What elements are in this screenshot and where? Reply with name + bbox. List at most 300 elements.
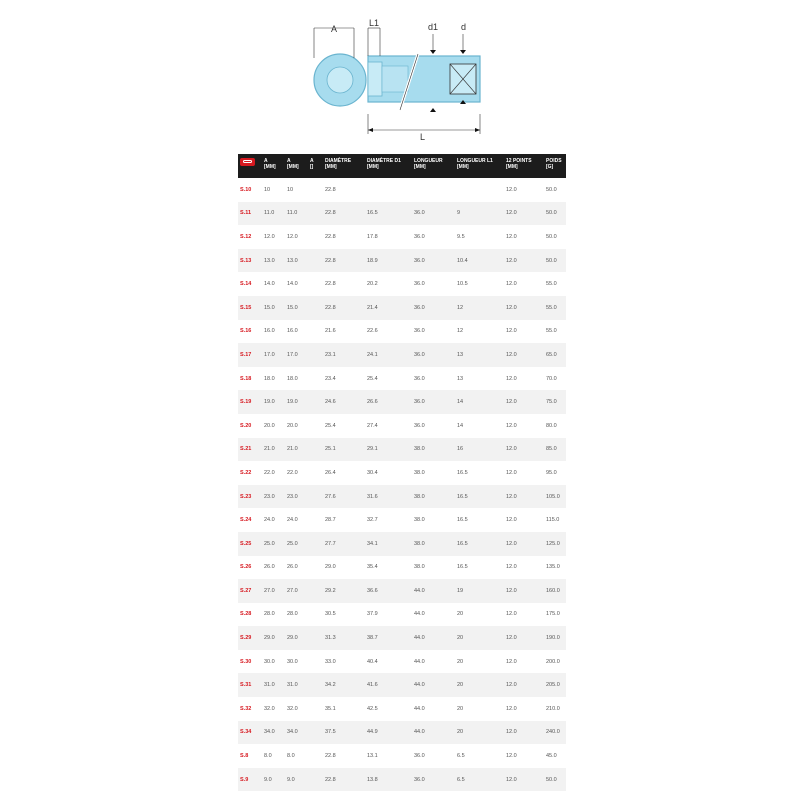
table-cell xyxy=(308,768,323,792)
table-cell: 36.0 xyxy=(412,202,455,226)
table-cell: 8.0 xyxy=(264,753,272,760)
table-row xyxy=(238,768,566,792)
table-cell: 27.4 xyxy=(367,422,378,429)
table-cell xyxy=(308,603,323,627)
table-cell: 32.0 xyxy=(264,705,275,712)
table-cell: 50.0 xyxy=(544,768,566,792)
table-cell: 24.0 xyxy=(264,517,275,524)
table-cell xyxy=(308,697,323,721)
table-cell: 31.0 xyxy=(285,673,308,697)
table-cell: 12.0 xyxy=(506,611,517,618)
table-cell: 32.0 xyxy=(287,705,298,712)
table-cell: 95.0 xyxy=(546,469,557,476)
table-cell: 27.0 xyxy=(262,579,285,603)
product-reference[interactable]: S.14 xyxy=(240,281,252,288)
table-cell: 37.9 xyxy=(367,611,378,618)
table-cell: 22.8 xyxy=(323,202,365,226)
table-cell: 16.5 xyxy=(457,469,468,476)
table-cell xyxy=(308,367,323,391)
column-header: DIAMÈTRE [MM] xyxy=(323,154,365,178)
table-row xyxy=(238,626,566,650)
brand-logo-header xyxy=(238,154,262,178)
table-cell: 210.0 xyxy=(546,705,560,712)
table-cell: 19.0 xyxy=(262,390,285,414)
table-cell: 12.0 xyxy=(504,485,544,509)
table-cell xyxy=(308,414,323,438)
table-cell: 22.8 xyxy=(323,768,365,792)
table-cell: 12.0 xyxy=(287,233,298,240)
table-cell: 12.0 xyxy=(504,626,544,650)
table-header-row xyxy=(238,154,566,178)
table-cell: 27.6 xyxy=(323,485,365,509)
table-cell: 42.5 xyxy=(367,705,378,712)
table-cell: 25.4 xyxy=(325,422,336,429)
table-row xyxy=(238,296,566,320)
table-cell: 10 xyxy=(264,186,271,193)
table-cell: 16.5 xyxy=(365,202,412,226)
table-row xyxy=(238,390,566,414)
table-cell: 44.0 xyxy=(414,658,425,665)
table-cell: 12.0 xyxy=(504,532,544,556)
table-cell: 12.0 xyxy=(506,375,517,382)
dim-label-d1: d1 xyxy=(428,22,439,32)
table-row xyxy=(238,650,566,674)
table-cell: 30.4 xyxy=(367,469,378,476)
table-cell: 11.0 xyxy=(285,202,308,226)
table-cell: 20.0 xyxy=(264,422,275,429)
table-cell: 17.0 xyxy=(285,343,308,367)
table-cell xyxy=(308,343,323,367)
product-reference[interactable]: S.13 xyxy=(238,249,262,273)
table-row xyxy=(238,178,566,202)
table-cell: 21.0 xyxy=(285,438,308,462)
table-cell: 24.0 xyxy=(287,517,298,524)
table-cell: 12.0 xyxy=(504,673,544,697)
product-reference[interactable]: S.27 xyxy=(238,579,262,603)
table-cell: 11.0 xyxy=(262,202,285,226)
table-cell: 36.0 xyxy=(414,753,425,760)
table-cell: 12.0 xyxy=(506,233,517,240)
table-cell: 27.7 xyxy=(323,532,365,556)
table-cell: 32.7 xyxy=(367,517,378,524)
table-cell: 6.5 xyxy=(455,768,504,792)
table-cell: 36.0 xyxy=(414,422,425,429)
product-reference[interactable]: S.31 xyxy=(238,673,262,697)
table-cell: 38.0 xyxy=(412,485,455,509)
table-cell xyxy=(308,673,323,697)
table-cell: 36.0 xyxy=(412,249,455,273)
table-cell: 20 xyxy=(455,721,504,745)
table-cell: 13.8 xyxy=(365,768,412,792)
table-cell: 36.0 xyxy=(414,328,425,335)
table-cell: 36.0 xyxy=(412,343,455,367)
table-cell: 44.9 xyxy=(365,721,412,745)
product-reference[interactable]: S.16 xyxy=(240,328,252,335)
table-cell xyxy=(308,461,323,485)
table-cell: 20.0 xyxy=(287,422,298,429)
table-cell: 22.0 xyxy=(264,469,275,476)
table-cell: 10.5 xyxy=(457,281,468,288)
table-cell: 22.8 xyxy=(325,281,336,288)
table-cell: 13 xyxy=(457,375,464,382)
product-reference[interactable]: S.28 xyxy=(240,611,252,618)
column-header: LONGUEUR [MM] xyxy=(412,154,455,178)
product-reference[interactable]: S.19 xyxy=(238,390,262,414)
table-cell: 18.0 xyxy=(287,375,298,382)
table-cell: 12.0 xyxy=(504,390,544,414)
table-cell: 12.0 xyxy=(506,422,517,429)
table-cell: 31.3 xyxy=(323,626,365,650)
table-cell: 15.0 xyxy=(262,296,285,320)
table-cell: 21.4 xyxy=(365,296,412,320)
table-cell: 29.0 xyxy=(285,626,308,650)
table-cell: 29.1 xyxy=(365,438,412,462)
table-cell: 9.5 xyxy=(457,233,465,240)
table-cell: 36.0 xyxy=(412,296,455,320)
table-cell: 34.0 xyxy=(262,721,285,745)
product-reference[interactable]: S.10 xyxy=(240,186,252,193)
table-cell xyxy=(308,579,323,603)
table-cell: 34.1 xyxy=(365,532,412,556)
table-cell: 35.4 xyxy=(367,564,378,571)
column-header: LONGUEUR L1 [MM] xyxy=(455,154,504,178)
table-cell: 50.0 xyxy=(546,233,557,240)
table-cell: 175.0 xyxy=(546,611,560,618)
table-row xyxy=(238,697,566,721)
table-cell xyxy=(308,320,323,344)
table-cell: 41.6 xyxy=(365,673,412,697)
table-cell xyxy=(365,178,412,202)
table-cell: 55.0 xyxy=(546,281,557,288)
table-row xyxy=(238,461,566,485)
table-cell: 21.6 xyxy=(325,328,336,335)
table-cell xyxy=(308,272,323,296)
table-cell: 12.0 xyxy=(504,438,544,462)
table-cell: 85.0 xyxy=(544,438,566,462)
socket-end-view-bore xyxy=(327,67,353,93)
product-reference[interactable]: S.34 xyxy=(238,721,262,745)
table-cell: 21.0 xyxy=(262,438,285,462)
table-cell: 34.2 xyxy=(323,673,365,697)
table-cell: 125.0 xyxy=(544,532,566,556)
table-cell xyxy=(308,390,323,414)
table-cell: 80.0 xyxy=(546,422,557,429)
table-cell xyxy=(308,225,323,249)
table-cell: 12.0 xyxy=(504,579,544,603)
table-cell: 36.0 xyxy=(412,390,455,414)
table-row xyxy=(238,744,566,768)
table-cell: 44.0 xyxy=(412,626,455,650)
table-cell: 50.0 xyxy=(544,249,566,273)
product-reference[interactable]: S.8 xyxy=(240,753,249,760)
table-cell: 13 xyxy=(455,343,504,367)
table-cell: 160.0 xyxy=(544,579,566,603)
product-reference[interactable]: S.24 xyxy=(240,517,252,524)
table-cell: 16 xyxy=(455,438,504,462)
table-cell xyxy=(308,650,323,674)
table-row xyxy=(238,673,566,697)
table-cell: 30.0 xyxy=(287,658,298,665)
product-reference[interactable]: S.32 xyxy=(240,705,252,712)
table-cell: 12.0 xyxy=(504,343,544,367)
table-cell: 24.1 xyxy=(365,343,412,367)
table-cell: 9 xyxy=(455,202,504,226)
table-cell xyxy=(308,485,323,509)
table-cell: 50.0 xyxy=(544,202,566,226)
table-body xyxy=(238,178,566,791)
product-reference[interactable]: S.17 xyxy=(238,343,262,367)
table-cell: 115.0 xyxy=(546,517,560,524)
table-cell: 31.0 xyxy=(262,673,285,697)
product-reference[interactable]: S.18 xyxy=(240,375,252,382)
table-cell: 38.0 xyxy=(414,517,425,524)
table-cell: 12.0 xyxy=(264,233,275,240)
table-cell: 14.0 xyxy=(264,281,275,288)
table-cell: 38.0 xyxy=(412,438,455,462)
table-cell: 16.5 xyxy=(455,485,504,509)
table-row xyxy=(238,556,566,580)
table-cell: 135.0 xyxy=(546,564,560,571)
column-header: POIDS [G] xyxy=(544,154,566,178)
table-cell: 26.0 xyxy=(264,564,275,571)
table-cell: 38.0 xyxy=(412,532,455,556)
table-cell: 27.0 xyxy=(285,579,308,603)
table-cell: 22.8 xyxy=(325,753,336,760)
table-cell: 20 xyxy=(457,705,464,712)
table-cell: 6.5 xyxy=(457,753,465,760)
table-cell: 25.0 xyxy=(262,532,285,556)
table-row xyxy=(238,202,566,226)
brand-logo-icon xyxy=(240,158,255,166)
table-cell: 13.0 xyxy=(262,249,285,273)
table-cell: 30.0 xyxy=(264,658,275,665)
table-cell: 20 xyxy=(457,611,464,618)
table-cell: 190.0 xyxy=(544,626,566,650)
table-cell: 55.0 xyxy=(544,296,566,320)
table-row xyxy=(238,532,566,556)
table-cell: 12.0 xyxy=(506,753,517,760)
table-cell: 23.4 xyxy=(325,375,336,382)
socket-dimension-diagram xyxy=(300,14,500,140)
table-cell: 40.4 xyxy=(367,658,378,665)
table-cell xyxy=(308,721,323,745)
table-cell: 12.0 xyxy=(506,328,517,335)
table-cell: 44.0 xyxy=(412,673,455,697)
table-cell: 10.4 xyxy=(455,249,504,273)
product-reference[interactable]: S.12 xyxy=(240,233,252,240)
table-cell: 10 xyxy=(287,186,294,193)
table-cell: 22.8 xyxy=(325,186,336,193)
table-cell: 35.1 xyxy=(325,705,336,712)
column-header: A [MM] xyxy=(262,154,285,178)
table-row xyxy=(238,603,566,627)
table-cell: 38.0 xyxy=(414,469,425,476)
table-cell: 16.0 xyxy=(287,328,298,335)
table-cell: 14 xyxy=(457,422,464,429)
table-cell: 20.2 xyxy=(367,281,378,288)
table-cell xyxy=(308,556,323,580)
table-cell: 28.0 xyxy=(264,611,275,618)
table-cell: 22.8 xyxy=(325,233,336,240)
product-reference[interactable]: S.30 xyxy=(240,658,252,665)
product-reference[interactable]: S.11 xyxy=(238,202,262,226)
dim-label-a: A xyxy=(331,24,338,34)
table-cell: 38.0 xyxy=(414,564,425,571)
table-cell xyxy=(308,438,323,462)
table-cell: 8.0 xyxy=(287,753,295,760)
table-row xyxy=(238,414,566,438)
table-cell xyxy=(308,296,323,320)
table-cell: 14.0 xyxy=(287,281,298,288)
table-row xyxy=(238,343,566,367)
product-reference[interactable]: S.9 xyxy=(238,768,262,792)
table-cell xyxy=(455,178,504,202)
table-row xyxy=(238,249,566,273)
column-header: A [] xyxy=(308,154,323,178)
table-cell: 26.0 xyxy=(287,564,298,571)
table-cell: 12.0 xyxy=(504,768,544,792)
column-header: DIAMÈTRE D1 [MM] xyxy=(365,154,412,178)
column-header: 12 POINTS [MM] xyxy=(504,154,544,178)
table-cell: 22.8 xyxy=(323,249,365,273)
table-cell: 28.0 xyxy=(287,611,298,618)
table-cell: 22.0 xyxy=(287,469,298,476)
table-cell: 25.4 xyxy=(367,375,378,382)
table-cell: 44.0 xyxy=(414,705,425,712)
table-cell: 37.5 xyxy=(323,721,365,745)
table-row xyxy=(238,272,566,296)
table-cell: 15.0 xyxy=(285,296,308,320)
product-reference[interactable]: S.25 xyxy=(238,532,262,556)
table-cell: 25.0 xyxy=(285,532,308,556)
table-cell: 26.6 xyxy=(365,390,412,414)
table-cell: 36.6 xyxy=(365,579,412,603)
table-cell: 12.0 xyxy=(506,281,517,288)
table-cell xyxy=(308,202,323,226)
table-cell: 20 xyxy=(455,626,504,650)
table-cell: 44.0 xyxy=(414,611,425,618)
table-cell: 50.0 xyxy=(546,186,557,193)
table-cell xyxy=(308,178,323,202)
table-cell: 9.0 xyxy=(285,768,308,792)
table-cell: 29.0 xyxy=(262,626,285,650)
table-cell: 12.0 xyxy=(504,296,544,320)
table-cell: 70.0 xyxy=(546,375,557,382)
table-cell: 36.0 xyxy=(414,233,425,240)
table-cell: 31.6 xyxy=(365,485,412,509)
table-cell: 12.0 xyxy=(506,186,517,193)
table-cell: 45.0 xyxy=(546,753,557,760)
table-cell: 20 xyxy=(457,658,464,665)
table-cell: 75.0 xyxy=(544,390,566,414)
product-reference[interactable]: S.21 xyxy=(238,438,262,462)
table-row xyxy=(238,579,566,603)
socket-spec-table xyxy=(238,154,566,791)
table-cell: 24.6 xyxy=(323,390,365,414)
table-cell: 25.1 xyxy=(323,438,365,462)
dim-label-d: d xyxy=(461,22,467,32)
table-cell xyxy=(308,744,323,768)
table-cell: 16.5 xyxy=(457,564,468,571)
table-cell: 240.0 xyxy=(544,721,566,745)
table-cell: 12.0 xyxy=(504,249,544,273)
table-cell: 12.0 xyxy=(506,705,517,712)
table-cell: 14 xyxy=(455,390,504,414)
table-cell: 23.0 xyxy=(262,485,285,509)
table-row xyxy=(238,438,566,462)
product-reference[interactable]: S.20 xyxy=(240,422,252,429)
table-cell: 12.0 xyxy=(506,517,517,524)
table-row xyxy=(238,485,566,509)
product-reference[interactable]: S.22 xyxy=(240,469,252,476)
table-cell xyxy=(412,178,455,202)
table-cell xyxy=(308,249,323,273)
table-cell: 28.7 xyxy=(325,517,336,524)
table-cell: 44.0 xyxy=(412,721,455,745)
table-cell: 22.6 xyxy=(367,328,378,335)
table-cell: 20 xyxy=(455,673,504,697)
table-cell: 34.0 xyxy=(285,721,308,745)
table-cell: 12.0 xyxy=(506,469,517,476)
table-cell xyxy=(308,532,323,556)
table-cell: 9.0 xyxy=(262,768,285,792)
table-row xyxy=(238,721,566,745)
table-cell: 23.1 xyxy=(323,343,365,367)
table-cell: 13.0 xyxy=(285,249,308,273)
table-cell: 36.0 xyxy=(414,281,425,288)
table-cell: 29.0 xyxy=(325,564,336,571)
table-cell: 12.0 xyxy=(504,721,544,745)
table-row xyxy=(238,320,566,344)
product-reference[interactable]: S.23 xyxy=(238,485,262,509)
table-cell: 55.0 xyxy=(546,328,557,335)
table-cell: 200.0 xyxy=(546,658,560,665)
table-row xyxy=(238,508,566,532)
table-cell xyxy=(308,626,323,650)
table-cell: 12 xyxy=(455,296,504,320)
table-cell: 18.0 xyxy=(264,375,275,382)
table-cell: 29.2 xyxy=(323,579,365,603)
table-cell: 17.0 xyxy=(262,343,285,367)
product-reference[interactable]: S.26 xyxy=(240,564,252,571)
table-cell: 105.0 xyxy=(544,485,566,509)
table-cell xyxy=(308,508,323,532)
table-cell: 12.0 xyxy=(506,658,517,665)
table-cell: 22.8 xyxy=(323,296,365,320)
column-header: A [MM] xyxy=(285,154,308,178)
table-cell: 19.0 xyxy=(285,390,308,414)
product-reference[interactable]: S.15 xyxy=(238,296,262,320)
table-cell: 12.0 xyxy=(504,202,544,226)
table-cell: 38.7 xyxy=(365,626,412,650)
table-row xyxy=(238,367,566,391)
table-cell: 26.4 xyxy=(325,469,336,476)
dim-label-l: L xyxy=(420,132,426,140)
table-cell: 16.5 xyxy=(457,517,468,524)
table-cell: 19 xyxy=(455,579,504,603)
table-cell: 16.0 xyxy=(264,328,275,335)
table-cell: 44.0 xyxy=(412,579,455,603)
table-cell: 13.1 xyxy=(367,753,378,760)
table-cell: 65.0 xyxy=(544,343,566,367)
table-cell: 36.0 xyxy=(412,768,455,792)
table-cell: 18.9 xyxy=(365,249,412,273)
table-cell: 12 xyxy=(457,328,464,335)
table-cell: 17.8 xyxy=(367,233,378,240)
product-reference[interactable]: S.29 xyxy=(238,626,262,650)
table-cell: 205.0 xyxy=(544,673,566,697)
table-row xyxy=(238,225,566,249)
